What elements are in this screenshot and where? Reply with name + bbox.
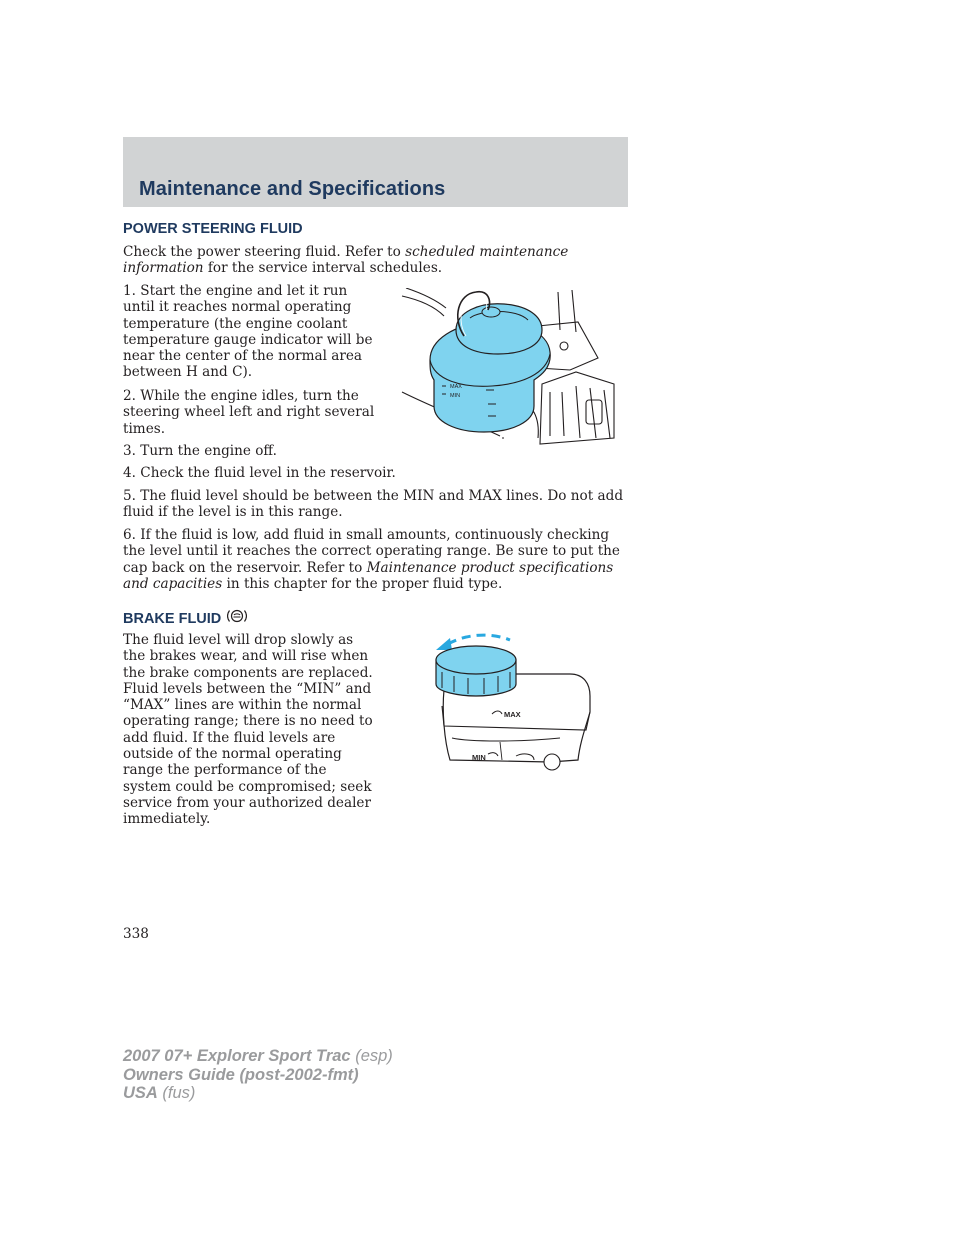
power-steering-intro: [123, 244, 628, 277]
intro-reference: scheduled maintenance information: [123, 244, 569, 277]
document-footer: [123, 1047, 393, 1103]
step-6-text-end: in this chapter for the proper fluid type.: [222, 575, 503, 592]
step-3: 3. Turn the engine off.: [123, 443, 277, 459]
footer-model-code: (esp): [350, 1047, 393, 1065]
section-header-band: [123, 137, 628, 207]
intro-text: Check the power steering fluid. Refer to: [123, 244, 406, 260]
brake-fluid-body: [123, 632, 373, 828]
section-title: Maintenance and Specifications: [139, 178, 446, 200]
step-2: 2. While the engine idles, turn the steering wheel left and right several times.: [123, 388, 375, 437]
step-6: [123, 527, 628, 592]
step-4: 4. Check the fluid level in the reservoir.: [123, 465, 396, 481]
intro-text-end: for the service interval schedules.: [203, 260, 443, 277]
step-6-reference: Maintenance product specifications and capacities: [123, 559, 614, 592]
step-5: 5. The fluid level should be between the MIN and MAX lines. Do not add fluid if the level is in this range.: [123, 488, 624, 521]
brake-fluid-reservoir-illustration: [430, 630, 595, 778]
page-number: 338: [123, 926, 149, 942]
step-6-text: 6. If the fluid is low, add fluid in small amounts, continuously checking the level until it reaches the correct operating range. Be sure to put the cap back on the reservoir. Refer to: [123, 527, 620, 576]
brake-max-label: MAX: [504, 710, 521, 719]
footer-market-code: (fus): [157, 1084, 196, 1102]
ps-max-label: MAX: [450, 384, 462, 390]
footer-line-3: [123, 1084, 393, 1103]
step-1: 1. Start the engine and let it run until it reaches normal operating temperature (the engine coolant temperature gauge indicator will be near the center of the normal area between H and C).: [123, 283, 373, 381]
brake-fluid-warning-icon: [227, 607, 247, 625]
footer-line-1: [123, 1047, 393, 1066]
ps-min-label: MIN: [450, 393, 461, 399]
footer-model: 2007 07+ Explorer Sport Trac: [123, 1047, 351, 1065]
footer-market: USA: [123, 1084, 158, 1102]
power-steering-heading: POWER STEERING FLUID: [123, 221, 303, 237]
brake-min-label: MIN: [472, 753, 486, 762]
brake-fluid-heading: [123, 607, 247, 627]
brake-fluid-heading-text: BRAKE FLUID: [123, 611, 222, 627]
footer-guide: Owners Guide (post-2002-fmt): [123, 1065, 359, 1084]
power-steering-reservoir-illustration: [400, 288, 622, 445]
brake-fluid-body-text: The fluid level will drop slowly as the brakes wear, and will rise when the brake components are replaced. Fluid levels between the “MIN” and “MAX” lines are within the normal operating range; there is no need to add fluid. If the fluid levels are outside of the normal operating range the performance of the system could be compromised; seek service from your authorized dealer immediately.: [123, 632, 373, 828]
footer-line-2: [123, 1066, 393, 1085]
